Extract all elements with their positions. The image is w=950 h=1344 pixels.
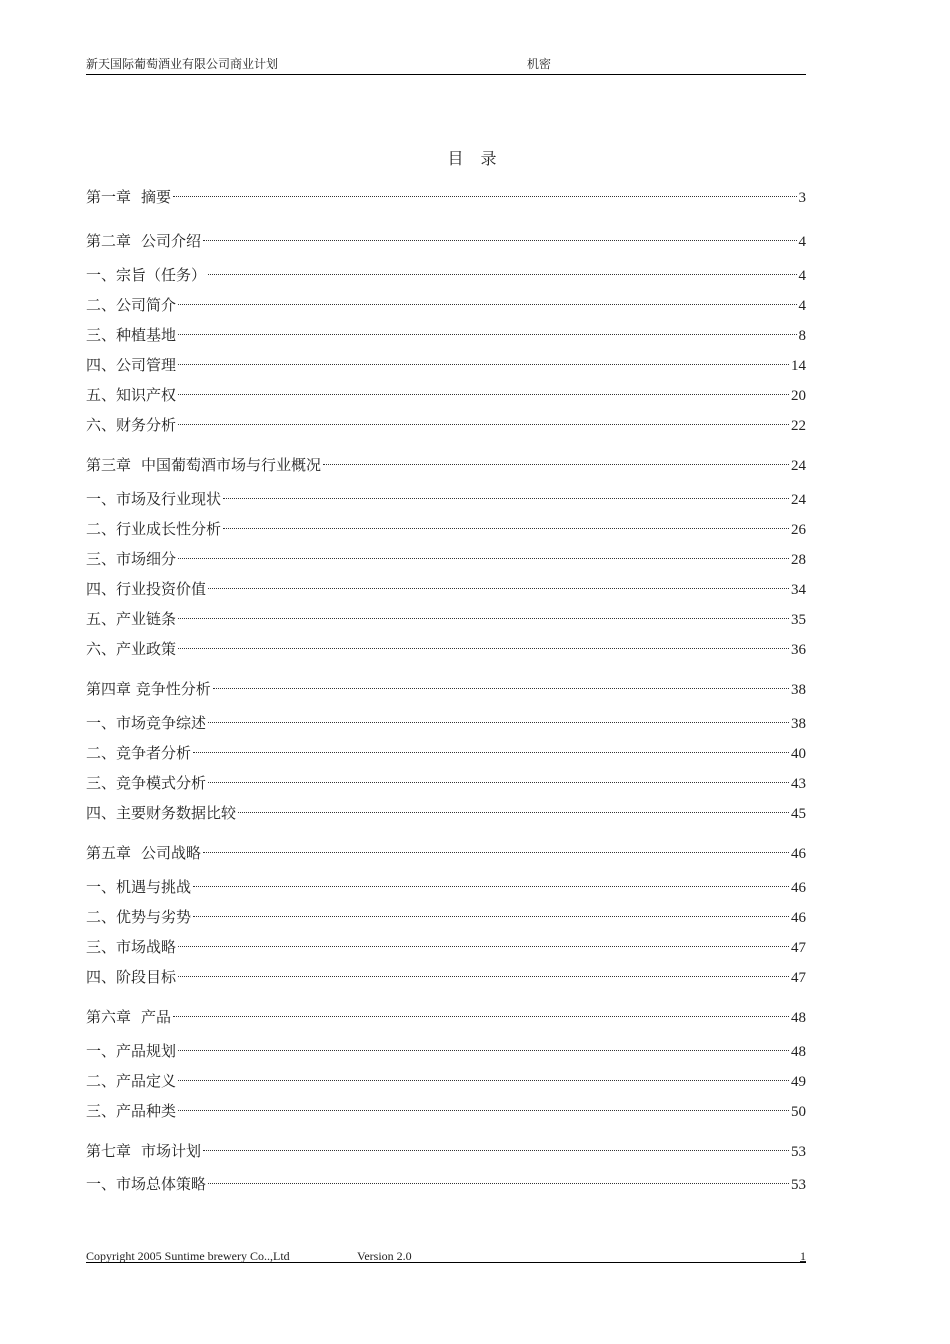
- toc-section-entry[interactable]: [86, 870, 806, 896]
- toc-entry-label: [86, 384, 176, 406]
- toc-dot-leader: [178, 378, 789, 400]
- toc-page-number: 45: [791, 806, 806, 822]
- toc-page-number: 40: [791, 746, 806, 762]
- toc-page-number: 24: [791, 492, 806, 508]
- toc-dot-leader: [203, 224, 796, 246]
- toc-entry-label: [86, 1140, 201, 1162]
- toc-section-entry[interactable]: [86, 348, 806, 374]
- toc-dot-leader: [178, 408, 789, 430]
- toc-section-entry[interactable]: [86, 1034, 806, 1060]
- toc-page-number: 8: [798, 328, 806, 344]
- toc-entry-number: 第四章 竞争性分析: [86, 680, 211, 698]
- toc-dot-leader: [173, 1000, 789, 1022]
- toc-entry-number: 第三章: [86, 456, 132, 474]
- toc-page-number: 4: [798, 268, 806, 284]
- toc-entry-label: [86, 876, 191, 898]
- toc-section-entry[interactable]: [86, 1094, 806, 1120]
- toc-chapter-entry[interactable]: [86, 224, 806, 250]
- toc-entry-number: 四、阶段目标: [86, 968, 177, 986]
- toc-entry-number: 二、竞争者分析: [86, 744, 192, 762]
- toc-entry-number: 五、知识产权: [86, 386, 177, 404]
- toc-dot-leader: [178, 1064, 789, 1086]
- toc-dot-leader: [208, 572, 789, 594]
- footer-version: Version 2.0: [357, 1249, 412, 1263]
- toc-chapter-entry[interactable]: [86, 1000, 806, 1026]
- toc-section-entry[interactable]: [86, 258, 806, 284]
- toc-page-number: 46: [791, 846, 806, 862]
- toc-entry-label: [86, 578, 206, 600]
- toc-dot-leader: [323, 448, 789, 470]
- toc-section-entry[interactable]: [86, 288, 806, 314]
- toc-page-number: 38: [791, 716, 806, 732]
- toc-entry-label: [86, 518, 221, 540]
- toc-page-number: 26: [791, 522, 806, 538]
- toc-chapter-entry[interactable]: [86, 180, 806, 206]
- toc-page-number: 43: [791, 776, 806, 792]
- toc-dot-leader: [193, 900, 789, 922]
- toc-entry-number: 三、竞争模式分析: [86, 774, 207, 792]
- toc-page-number: 20: [791, 388, 806, 404]
- toc-entry-number: 二、产品定义: [86, 1072, 177, 1090]
- toc-entry-number: 第七章: [86, 1142, 132, 1160]
- toc-page-number: 48: [791, 1010, 806, 1026]
- toc-entry-label: [86, 1006, 171, 1028]
- toc-dot-leader: [203, 836, 789, 858]
- toc-section-entry[interactable]: [86, 512, 806, 538]
- toc-dot-leader: [178, 1094, 789, 1116]
- toc-entry-label: [86, 608, 176, 630]
- toc-entry-label: [86, 1040, 176, 1062]
- toc-section-entry[interactable]: [86, 378, 806, 404]
- toc-entry-number: 六、财务分析: [86, 416, 177, 434]
- toc-page-number: 4: [798, 298, 806, 314]
- toc-entry-title: 摘要: [141, 188, 172, 206]
- toc-entry-number: 五、产业链条: [86, 610, 177, 628]
- toc-page-number: 38: [791, 682, 806, 698]
- toc-dot-leader: [178, 930, 789, 952]
- toc-section-entry[interactable]: [86, 766, 806, 792]
- toc-dot-leader: [223, 512, 789, 534]
- toc-entry-number: 第一章: [86, 188, 132, 206]
- toc-section-entry[interactable]: [86, 602, 806, 628]
- toc-entry-title: 公司战略: [141, 844, 202, 862]
- toc-entry-number: 第二章: [86, 232, 132, 250]
- toc-entry-label: [86, 1173, 206, 1195]
- toc-page-number: 34: [791, 582, 806, 598]
- toc-entry-title: 中国葡萄酒市场与行业概况: [141, 456, 322, 474]
- toc-entry-label: [86, 802, 236, 824]
- toc-entry-label: [86, 264, 206, 286]
- header-confidential-label: 机密: [527, 57, 552, 71]
- page-header: [86, 54, 806, 75]
- toc-page-number: 35: [791, 612, 806, 628]
- toc-chapter-entry[interactable]: [86, 448, 806, 474]
- toc-entry-label: [86, 454, 321, 476]
- toc-page-number: 48: [791, 1044, 806, 1060]
- toc-chapter-entry[interactable]: [86, 672, 806, 698]
- toc-section-entry[interactable]: [86, 542, 806, 568]
- toc-page-number: 36: [791, 642, 806, 658]
- toc-page-number: 24: [791, 458, 806, 474]
- toc-entry-number: 二、公司简介: [86, 296, 177, 314]
- toc-page-number: 46: [791, 910, 806, 926]
- toc-dot-leader: [178, 288, 796, 310]
- toc-entry-label: [86, 294, 176, 316]
- toc-page-number: 3: [798, 190, 806, 206]
- toc-entry-number: 一、宗旨（任务）: [86, 266, 207, 284]
- header-company-name: 新天国际葡萄酒业有限公司商业计划: [86, 57, 279, 71]
- toc-entry-number: 四、公司管理: [86, 356, 177, 374]
- toc-section-entry[interactable]: [86, 632, 806, 658]
- toc-page-number: 49: [791, 1074, 806, 1090]
- toc-entry-number: 六、产业政策: [86, 640, 177, 658]
- toc-entry-label: [86, 772, 206, 794]
- toc-chapter-entry[interactable]: [86, 1134, 806, 1160]
- toc-entry-label: [86, 186, 171, 208]
- toc-entry-label: [86, 842, 201, 864]
- toc-entry-label: [86, 354, 176, 376]
- toc-entry-number: 四、行业投资价值: [86, 580, 207, 598]
- footer-page-number: 1: [800, 1249, 806, 1263]
- toc-entry-number: 一、市场竞争综述: [86, 714, 207, 732]
- toc-dot-leader: [208, 1167, 789, 1189]
- toc-entry-label: [86, 742, 191, 764]
- toc-entry-number: 一、市场总体策略: [86, 1175, 207, 1193]
- toc-dot-leader: [203, 1134, 789, 1156]
- toc-entry-number: 三、市场细分: [86, 550, 177, 568]
- toc-entry-label: [86, 488, 221, 510]
- toc-page-number: 4: [798, 234, 806, 250]
- toc-dot-leader: [223, 482, 789, 504]
- toc-page-number: 47: [791, 970, 806, 986]
- toc-section-entry[interactable]: [86, 318, 806, 344]
- toc-dot-leader: [238, 796, 789, 818]
- toc-dot-leader: [178, 960, 789, 982]
- toc-section-entry[interactable]: [86, 736, 806, 762]
- toc-entry-number: 三、种植基地: [86, 326, 177, 344]
- toc-section-entry[interactable]: [86, 572, 806, 598]
- toc-section-entry[interactable]: [86, 930, 806, 956]
- toc-entry-number: 二、优势与劣势: [86, 908, 192, 926]
- toc-section-entry[interactable]: [86, 482, 806, 508]
- toc-title: 目 录: [447, 149, 503, 168]
- toc-dot-leader: [208, 258, 796, 280]
- toc-dot-leader: [193, 736, 789, 758]
- toc-entry-number: 第六章: [86, 1008, 132, 1026]
- toc-section-entry[interactable]: [86, 706, 806, 732]
- toc-entry-label: [86, 1100, 176, 1122]
- toc-entry-label: [86, 906, 191, 928]
- footer-copyright: Copyright 2005 Suntime brewery Co..,Ltd: [86, 1249, 290, 1263]
- toc-dot-leader: [178, 602, 789, 624]
- page-footer: [86, 1246, 806, 1263]
- toc-page-number: 47: [791, 940, 806, 956]
- toc-page-number: 22: [791, 418, 806, 434]
- toc-dot-leader: [193, 870, 789, 892]
- toc-entry-label: [86, 638, 176, 660]
- toc-entry-label: [86, 1070, 176, 1092]
- toc-chapter-entry[interactable]: [86, 836, 806, 862]
- toc-entry-label: [86, 414, 176, 436]
- toc-entry-label: [86, 966, 176, 988]
- toc-entry-number: 三、产品种类: [86, 1102, 177, 1120]
- toc-page-number: 50: [791, 1104, 806, 1120]
- toc-entry-number: 三、市场战略: [86, 938, 177, 956]
- toc-dot-leader: [213, 672, 789, 694]
- toc-section-entry[interactable]: [86, 1064, 806, 1090]
- toc-entry-label: [86, 230, 201, 252]
- toc-dot-leader: [178, 1034, 789, 1056]
- toc-section-entry[interactable]: [86, 1167, 806, 1193]
- toc-dot-leader: [178, 542, 789, 564]
- toc-entry-number: 四、主要财务数据比较: [86, 804, 237, 822]
- toc-entry-number: 二、行业成长性分析: [86, 520, 222, 538]
- toc-section-entry[interactable]: [86, 900, 806, 926]
- toc-entry-label: [86, 678, 211, 700]
- toc-page-number: 53: [791, 1177, 806, 1193]
- toc-dot-leader: [178, 348, 789, 370]
- toc-entry-label: [86, 936, 176, 958]
- toc-page-number: 14: [791, 358, 806, 374]
- toc-entry-number: 一、产品规划: [86, 1042, 177, 1060]
- toc-section-entry[interactable]: [86, 960, 806, 986]
- toc-page-number: 28: [791, 552, 806, 568]
- toc-dot-leader: [178, 318, 796, 340]
- toc-dot-leader: [208, 706, 789, 728]
- toc-entry-label: [86, 324, 176, 346]
- toc-page-number: 53: [791, 1144, 806, 1160]
- toc-entry-number: 第五章: [86, 844, 132, 862]
- toc-entry-label: [86, 548, 176, 570]
- toc-entry-title: 公司介绍: [141, 232, 202, 250]
- toc-entry-number: 一、机遇与挑战: [86, 878, 192, 896]
- toc-page-number: 46: [791, 880, 806, 896]
- toc-section-entry[interactable]: [86, 796, 806, 822]
- toc-dot-leader: [173, 180, 796, 202]
- toc-entry-title: 市场计划: [141, 1142, 202, 1160]
- toc-dot-leader: [208, 766, 789, 788]
- toc-section-entry[interactable]: [86, 408, 806, 434]
- toc-dot-leader: [178, 632, 789, 654]
- toc-entry-title: 产品: [141, 1008, 172, 1026]
- toc-entry-label: [86, 712, 206, 734]
- toc-entry-number: 一、市场及行业现状: [86, 490, 222, 508]
